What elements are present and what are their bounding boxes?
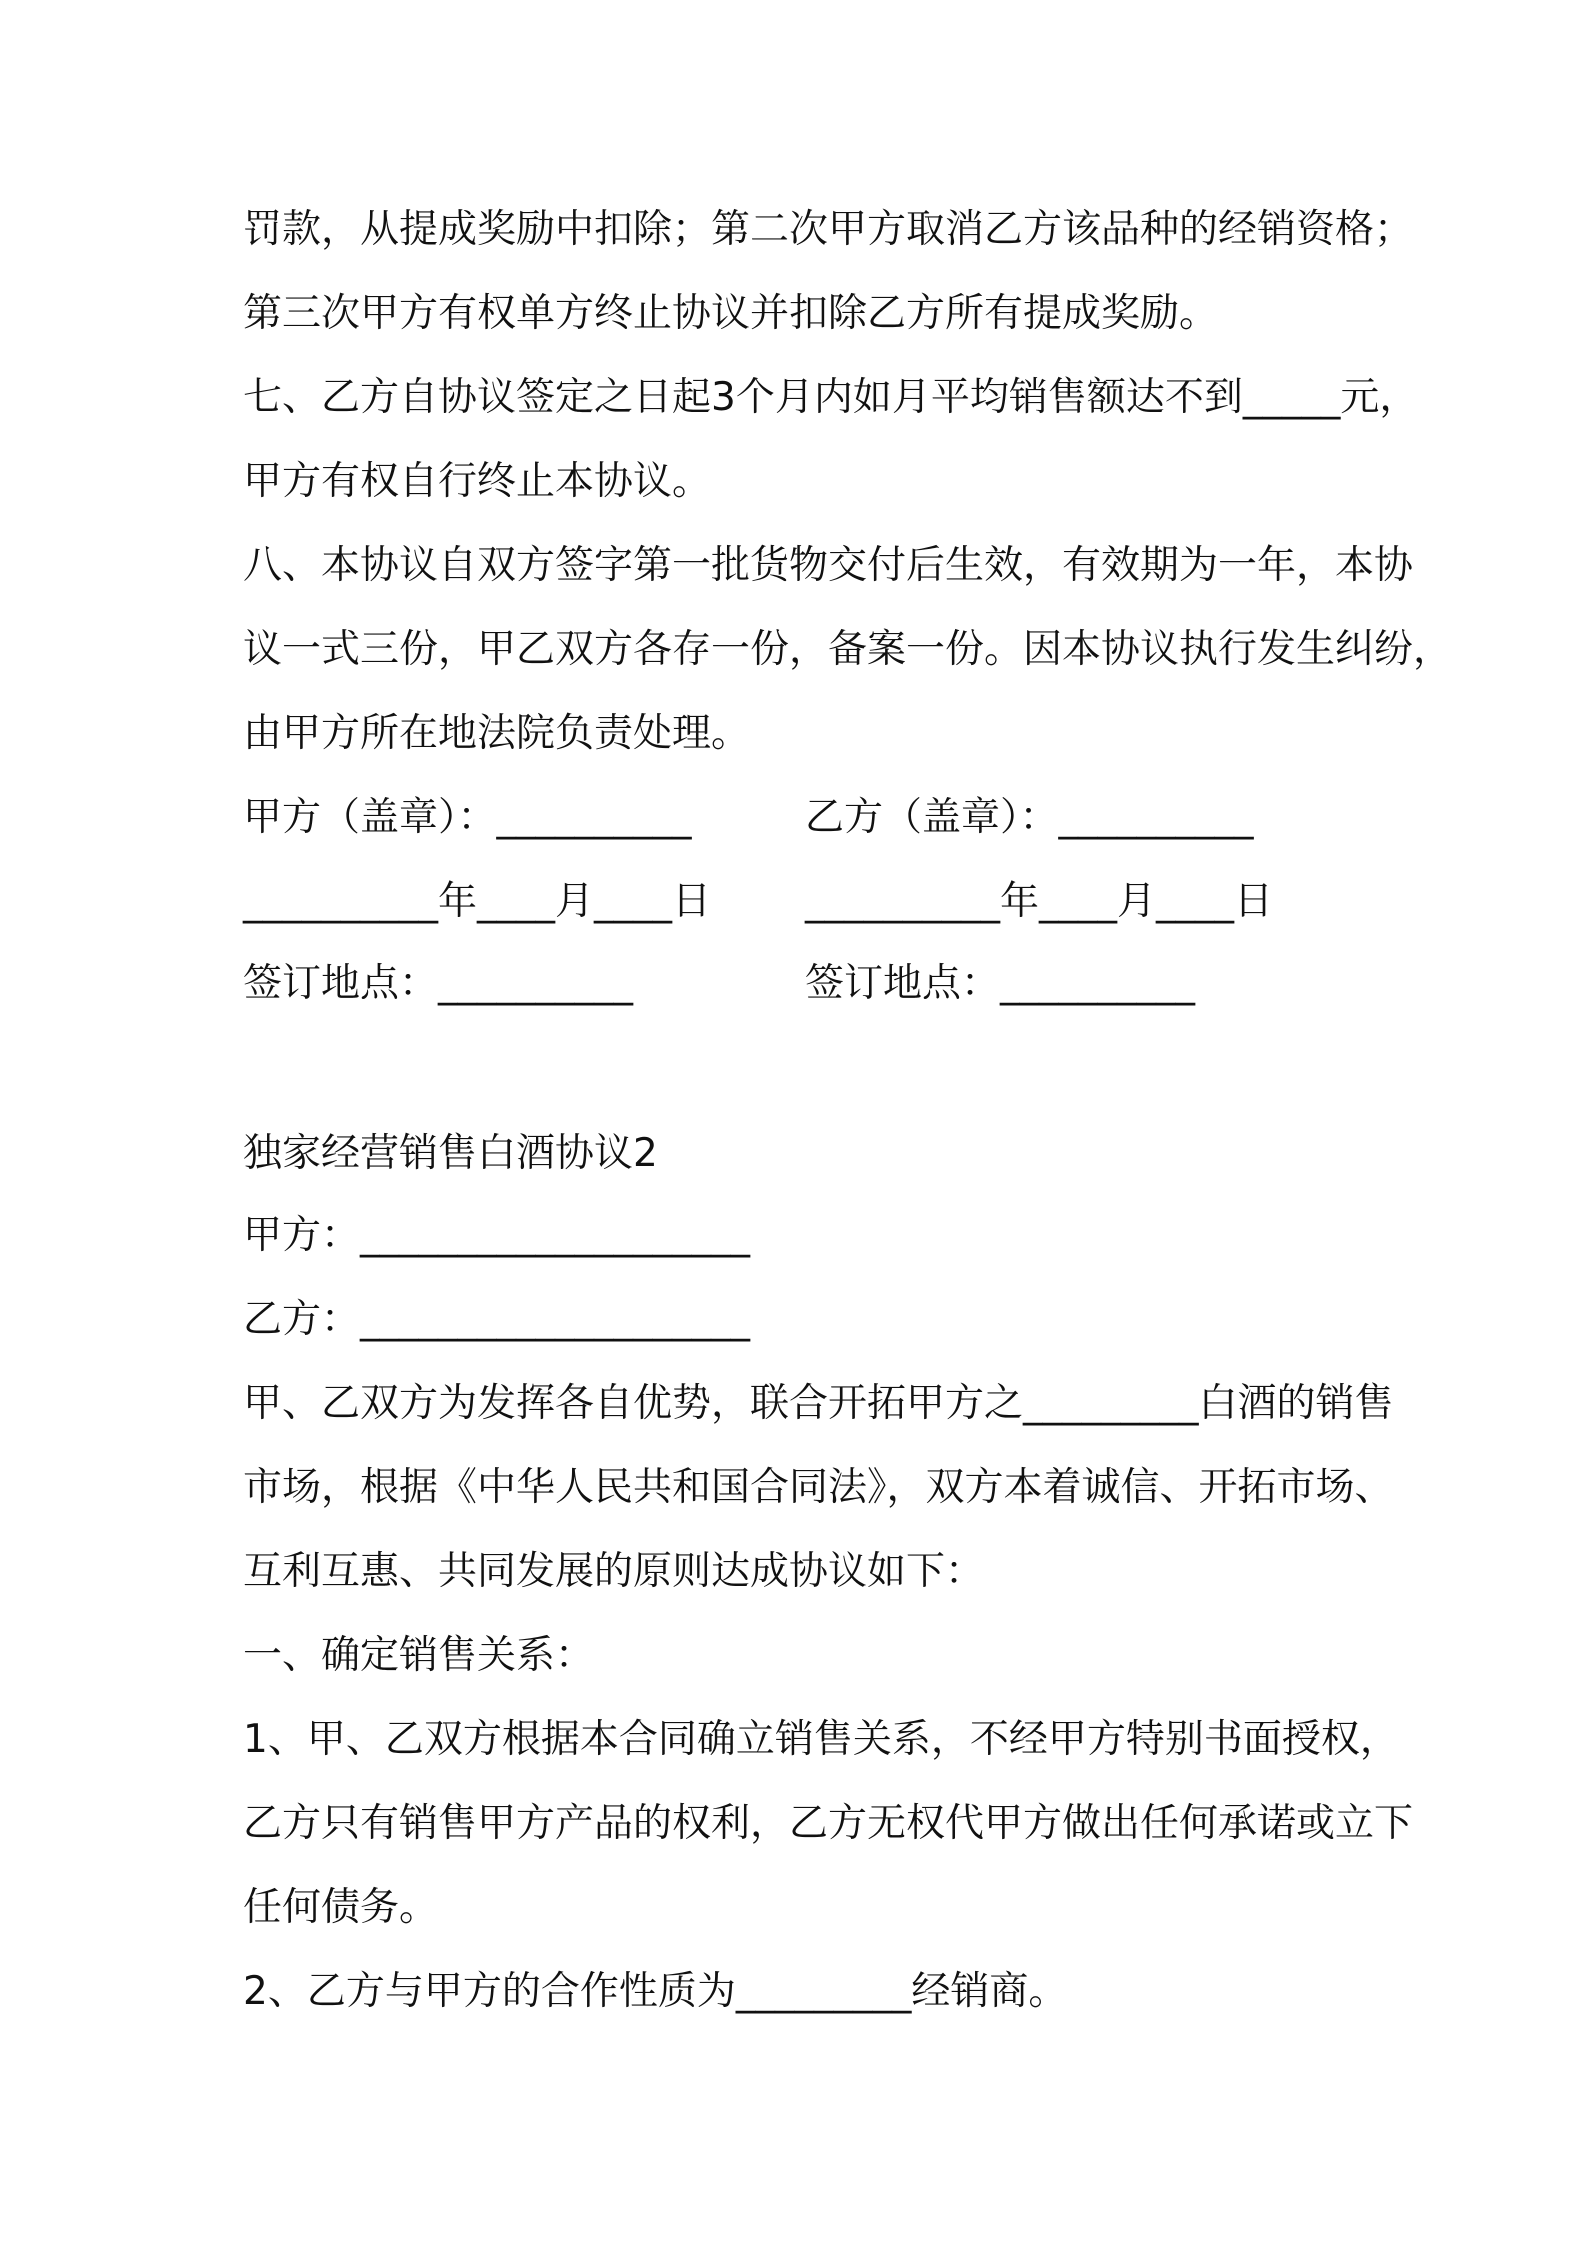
party-a-seal: 甲方（盖章）：__________ xyxy=(243,795,692,840)
party-a-date: __________年____月____日 xyxy=(243,879,712,924)
paragraph-line: 议一式三份，甲乙双方各存一份，备案一份。因本协议执行发生纠纷， xyxy=(243,627,1453,672)
paragraph-line: 由甲方所在地法院负责处理。 xyxy=(243,711,751,756)
party-b-line: 乙方：____________________ xyxy=(243,1297,751,1342)
clause-line: 1、甲、乙双方根据本合同确立销售关系，不经甲方特别书面授权， xyxy=(243,1717,1399,1762)
paragraph-line: 罚款，从提成奖励中扣除；第二次甲方取消乙方该品种的经销资格； xyxy=(243,207,1414,252)
party-b-date: __________年____月____日 xyxy=(805,879,1274,924)
section-heading: 一、确定销售关系： xyxy=(243,1633,595,1678)
paragraph-line: 市场，根据《中华人民共和国合同法》，双方本着诚信、开拓市场、 xyxy=(243,1465,1394,1510)
paragraph-line: 任何债务。 xyxy=(243,1885,439,1930)
clause-eight-line: 八、本协议自双方签字第一批货物交付后生效，有效期为一年，本协 xyxy=(243,543,1414,588)
paragraph-line: 第三次甲方有权单方终止协议并扣除乙方所有提成奖励。 xyxy=(243,291,1219,336)
party-a-line: 甲方：____________________ xyxy=(243,1213,751,1258)
clause-line: 2、乙方与甲方的合作性质为_________经销商。 xyxy=(243,1969,1068,2014)
paragraph-line: 甲方有权自行终止本协议。 xyxy=(243,459,712,504)
party-a-place: 签订地点：__________ xyxy=(243,961,634,1006)
paragraph-line: 互利互惠、共同发展的原则达成协议如下： xyxy=(243,1549,985,1594)
clause-seven-line: 七、乙方自协议签定之日起3个月内如月平均销售额达不到_____元， xyxy=(243,375,1419,420)
party-b-seal: 乙方（盖章）：__________ xyxy=(805,795,1254,840)
party-b-place: 签订地点：__________ xyxy=(805,961,1196,1006)
paragraph-line: 甲、乙双方为发挥各自优势，联合开拓甲方之_________白酒的销售 xyxy=(243,1381,1394,1426)
document-title: 独家经营销售白酒协议2 xyxy=(243,1131,658,1176)
paragraph-line: 乙方只有销售甲方产品的权利，乙方无权代甲方做出任何承诺或立下 xyxy=(243,1801,1414,1846)
